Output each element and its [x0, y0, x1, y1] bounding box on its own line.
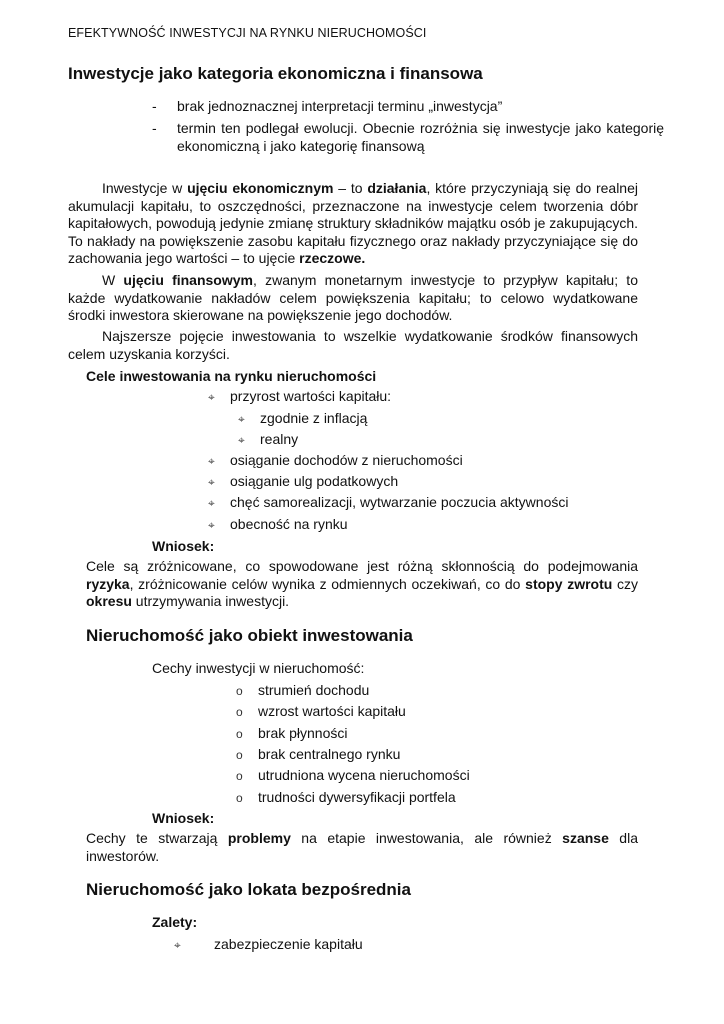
paragraph-broadest: Najszersze pojęcie inwestowania to wszelkie wydatkowanie środków finansowych celem uzyskania korzyści. [68, 328, 638, 362]
goals-heading: Cele inwestowania na rynku nieruchomości [86, 368, 377, 384]
list-item: o brak płynności [236, 725, 348, 744]
target-bullet-icon: ⌖ [208, 518, 215, 532]
target-bullet-icon: ⌖ [238, 433, 245, 447]
list-item: ⌖ zgodnie z inflacją [238, 410, 367, 429]
target-bullet-icon: ⌖ [208, 496, 215, 510]
dash-marker: - [152, 120, 157, 136]
list-item: ⌖ przyrost wartości kapitału: [208, 388, 391, 407]
circle-bullet-icon: o [236, 769, 243, 783]
dash-marker: - [152, 98, 157, 114]
section-title-property-object: Nieruchomość jako obiekt inwestowania [86, 626, 413, 645]
list-item: ⌖ realny [238, 431, 298, 450]
circle-bullet-icon: o [236, 684, 243, 698]
list-item: o brak centralnego rynku [236, 746, 400, 765]
target-bullet-icon: ⌖ [208, 454, 215, 468]
advantages-label: Zalety: [152, 914, 198, 930]
target-bullet-icon: ⌖ [208, 475, 215, 489]
paragraph-conclusion-features: Cechy te stwarzają problemy na etapie inwestowania, ale również szanse dla inwestorów. [86, 830, 638, 864]
conclusion-label: Wniosek: [152, 538, 215, 554]
list-item: o wzrost wartości kapitału [236, 703, 406, 722]
target-bullet-icon: ⌖ [174, 938, 181, 952]
features-intro: Cechy inwestycji w nieruchomość: [152, 660, 365, 676]
list-item: ⌖ osiąganie dochodów z nieruchomości [208, 452, 463, 471]
list-item: ⌖ chęć samorealizacji, wytwarzanie poczucia aktywności [208, 494, 568, 513]
list-item: ⌖ obecność na rynku [208, 516, 348, 535]
list-item: o strumień dochodu [236, 682, 369, 701]
conclusion-label: Wniosek: [152, 810, 215, 826]
circle-bullet-icon: o [236, 727, 243, 741]
dash-list-item: - termin ten podlegał ewolucji. Obecnie rozróżnia się inwestycje jako kategorię ekonomiczną i jako kategorię finansową [152, 120, 664, 154]
dash-list-item: - brak jednoznacznej interpretacji terminu „inwestycja” [152, 98, 503, 114]
paragraph-conclusion-goals: Cele są zróżnicowane, co spowodowane jest różną skłonnością do podejmowania ryzyka, zróżnicowanie celów wynika z odmiennych oczekiwań, co do stopy zwrotu czy okresu utrzymywania inwestycji. [86, 558, 638, 609]
paragraph-economic: Inwestycje w ujęciu ekonomicznym – to działania, które przyczyniają się do realnej akumulacji kapitału, to oszczędności, przeznaczone na inwestycje celem tworzenia dóbr kapitałowych, powodują jedynie zmianę struktury składników majątku osób je zakupujących. To nakłady na powiększenie zasobu kapitału fizycznego oraz nakłady przyczyniające się do zachowania jego wartości – to ujęcie rzeczowe. [68, 180, 638, 266]
target-bullet-icon: ⌖ [238, 412, 245, 426]
running-header: EFEKTYWNOŚĆ INWESTYCJI NA RYNKU NIERUCHOMOŚCI [68, 26, 427, 40]
target-bullet-icon: ⌖ [208, 390, 215, 404]
list-item: o utrudniona wycena nieruchomości [236, 767, 470, 786]
section-title-direct-investment: Nieruchomość jako lokata bezpośrednia [86, 880, 411, 899]
list-item: o trudności dywersyfikacji portfela [236, 789, 456, 808]
circle-bullet-icon: o [236, 748, 243, 762]
list-item: ⌖ osiąganie ulg podatkowych [208, 473, 398, 492]
circle-bullet-icon: o [236, 791, 243, 805]
list-item: ⌖ zabezpieczenie kapitału [174, 936, 363, 955]
section-title-investments: Inwestycje jako kategoria ekonomiczna i finansowa [68, 64, 483, 83]
paragraph-financial: W ujęciu finansowym, zwanym monetarnym inwestycje to przypływ kapitału; to każde wydatkowanie nakładów celem powiększenia kapitału; to celowo wydatkowane środki inwestora skierowane na powiększenie jego dochodów. [68, 272, 638, 323]
circle-bullet-icon: o [236, 705, 243, 719]
